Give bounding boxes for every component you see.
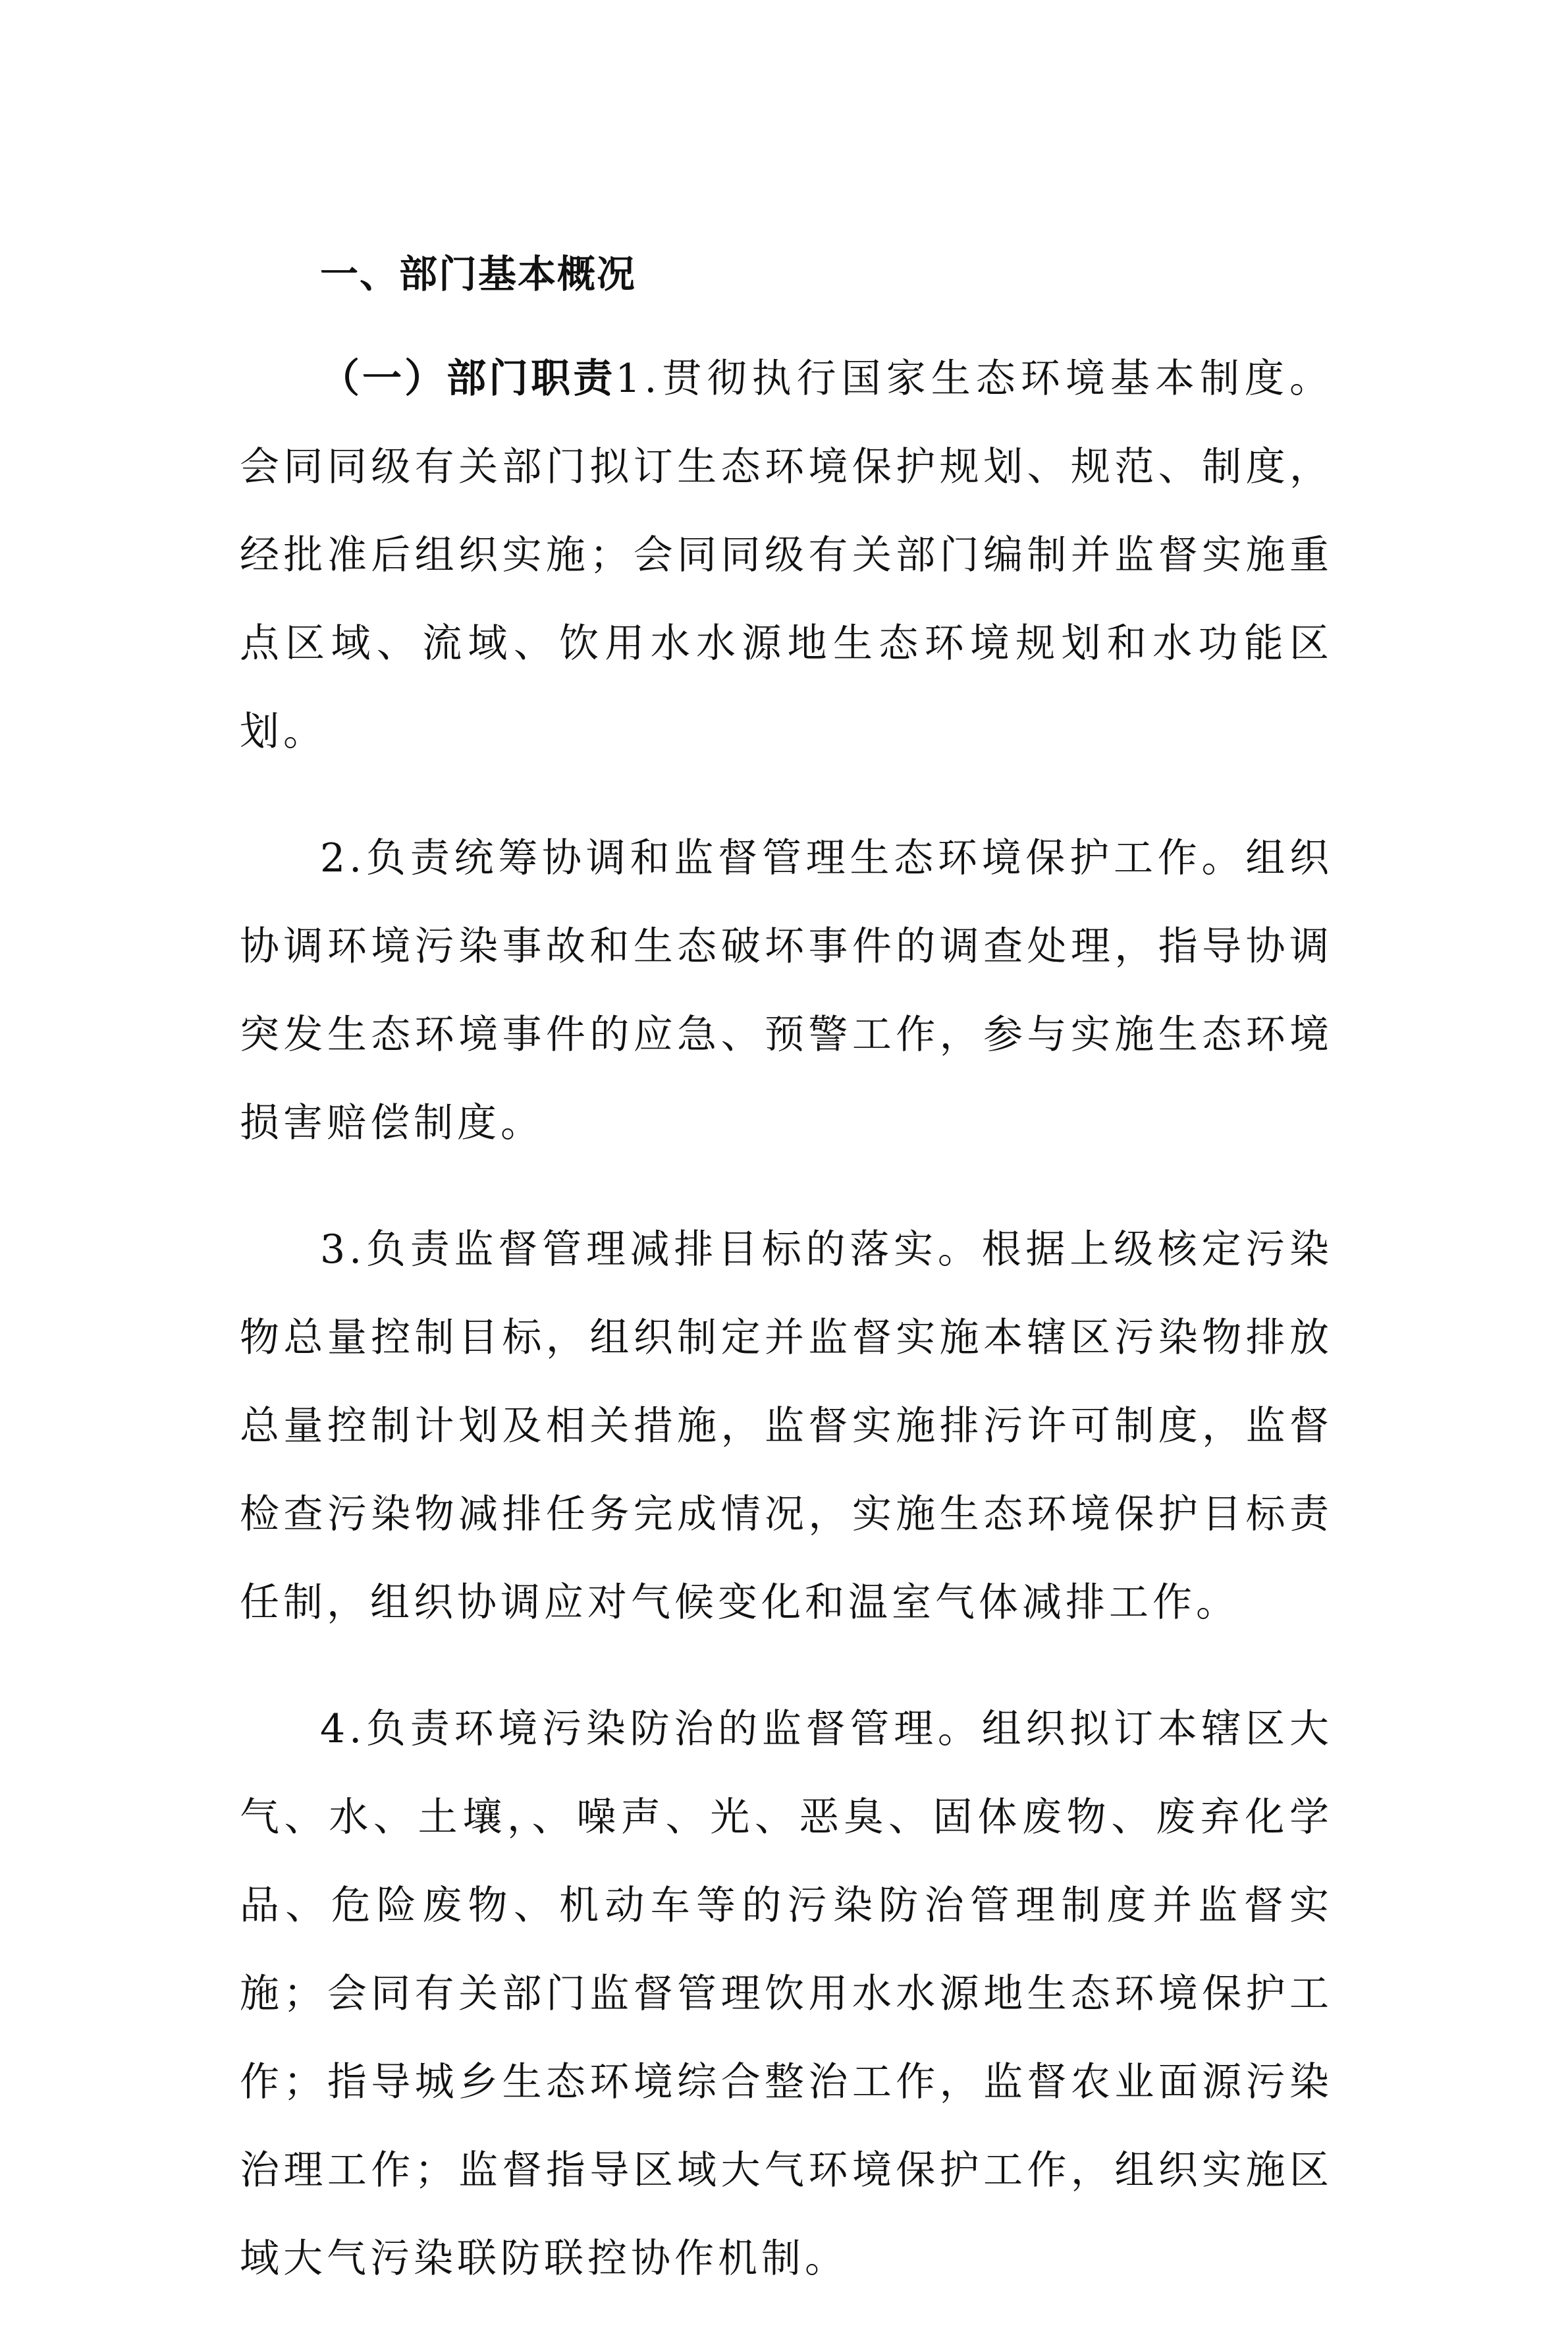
paragraph-text: 4.负责环境污染防治的监督管理。组织拟订本辖区大气、水、土壤，、噪声、光、恶臭、固体废物、废弃化学品、危险废物、机动车等的污染防治管理制度并监督实施；会同有关部门监督管理饮用水水源地生态环境保护工作；指导城乡生态环境综合整治工作，监督农业面源污染治理工作；监督指导区域大气环境保护工作，组织实施区域大气污染联防联控协作机制。 bbox=[240, 1706, 1333, 2282]
paragraph-lead: （一）部门职责 bbox=[320, 356, 616, 402]
paragraph-1 bbox=[240, 335, 1333, 776]
paragraph-text: 3.负责监督管理减排目标的落实。根据上级核定污染物总量控制目标，组织制定并监督实施本辖区污染物排放总量控制计划及相关措施，监督实施排污许可制度，监督检查污染物减排任务完成情况，实施生态环境保护目标责任制，组织协调应对气候变化和温室气体减排工作。 bbox=[240, 1226, 1333, 1626]
body-text bbox=[240, 335, 1333, 2341]
section-heading: 一、部门基本概况 bbox=[320, 252, 637, 296]
paragraph-4 bbox=[240, 1685, 1333, 2303]
paragraph-text: 2.负责统筹协调和监督管理生态环境保护工作。组织协调环境污染事故和生态破坏事件的调查处理，指导协调突发生态环境事件的应急、预警工作，参与实施生态环境损害赔偿制度。 bbox=[240, 835, 1333, 1146]
paragraph-2 bbox=[240, 814, 1333, 1167]
paragraph-3 bbox=[240, 1205, 1333, 1647]
paragraph-text: 1.贯彻执行国家生态环境基本制度。会同同级有关部门拟订生态环境保护规划、规范、制度，经批准后组织实施；会同同级有关部门编制并监督实施重点区域、流域、饮用水水源地生态环境规划和水功能区划。 bbox=[240, 356, 1334, 755]
